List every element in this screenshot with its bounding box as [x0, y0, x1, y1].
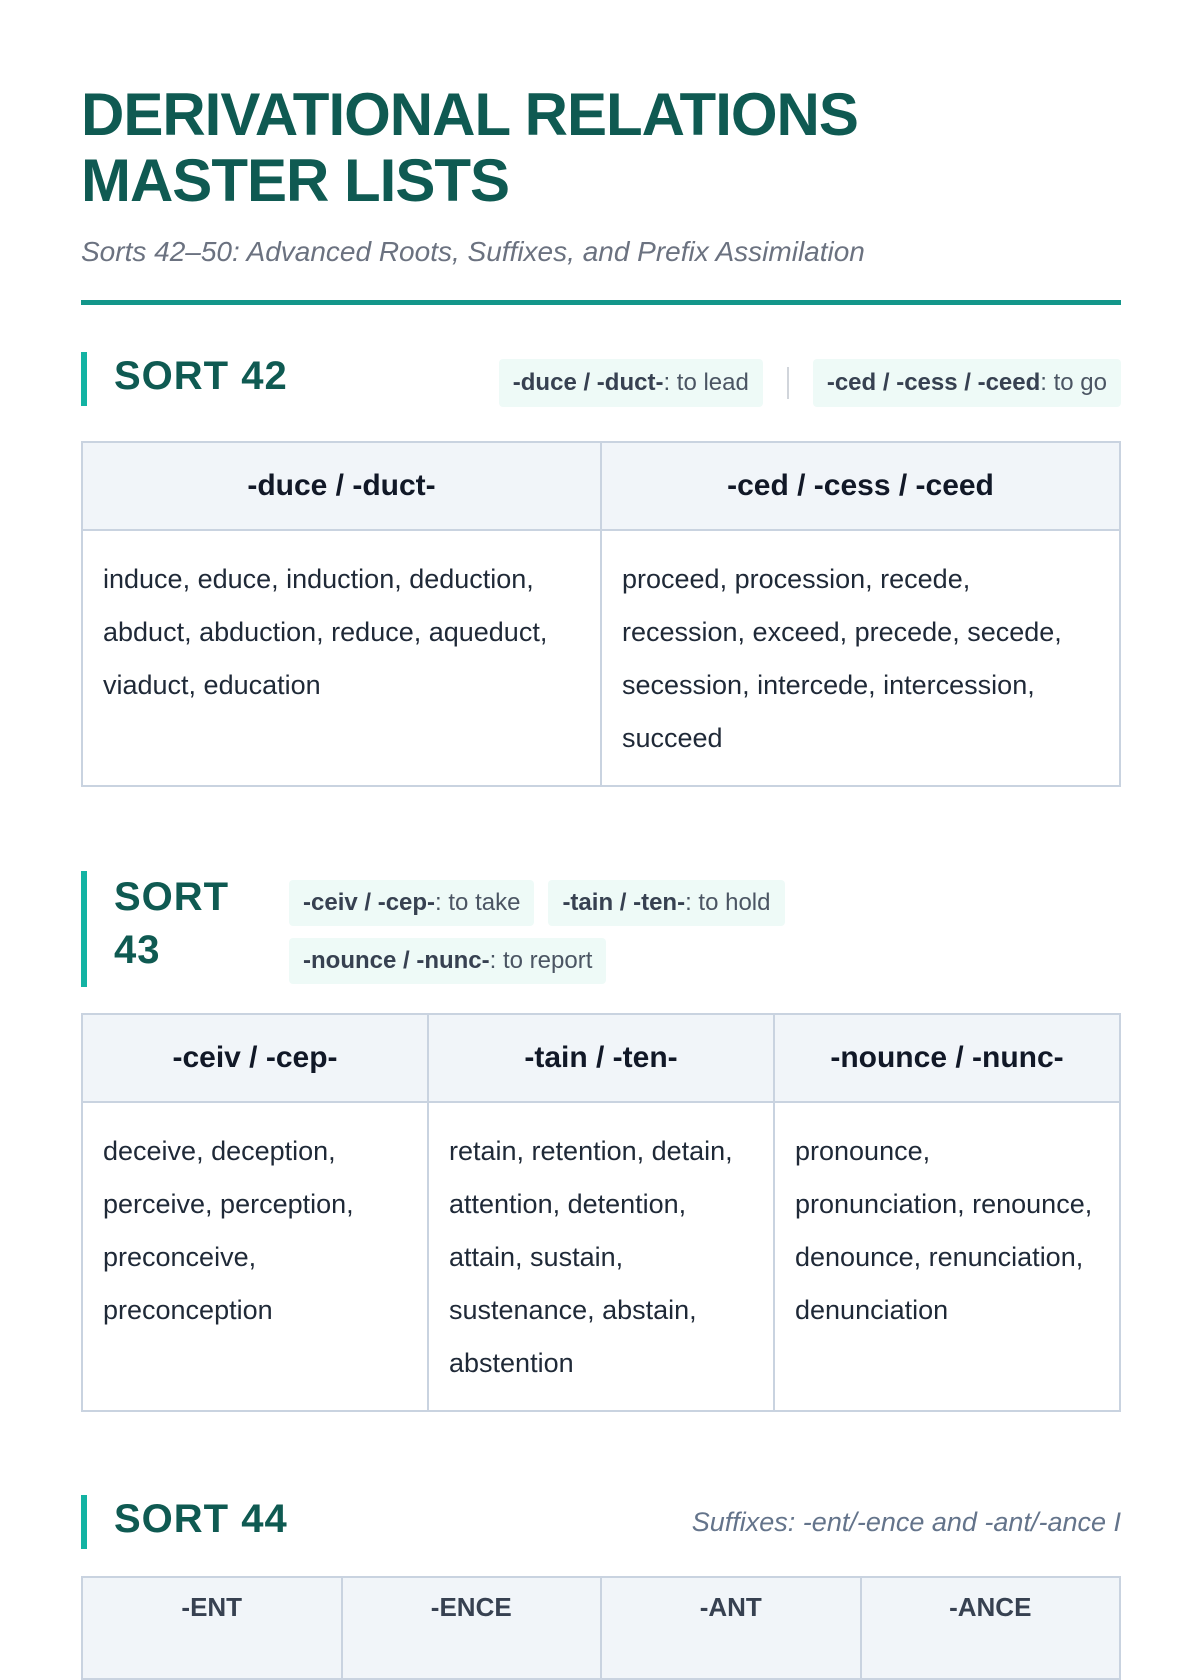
column-header: -duce / -duct-	[82, 442, 601, 530]
column-header: -ENT	[82, 1577, 342, 1679]
word-list-cell: proceed, procession, recede, recession, exceed, precede, secede, secession, intercede, intercession, succeed	[601, 530, 1120, 786]
sort-43-root-chip	[548, 880, 784, 926]
column-header: -tain / -ten-	[428, 1014, 774, 1102]
sort-43-heading	[81, 871, 1121, 987]
sort-44-table	[81, 1576, 1121, 1680]
table-row	[82, 530, 1120, 786]
chip-meaning: : to take	[435, 889, 521, 916]
table-header-row	[82, 1577, 1120, 1679]
sort-42-root-chip	[499, 359, 763, 407]
page-title-line-1: DERIVATIONAL RELATIONS	[81, 81, 858, 148]
page-subtitle: Sorts 42–50: Advanced Roots, Suffixes, and Prefix Assimilation	[81, 236, 865, 267]
sort-42-accent-bar	[81, 352, 87, 406]
sort-42-title: SORT 42	[114, 354, 288, 398]
column-header: -nounce / -nunc-	[774, 1014, 1120, 1102]
table-header-row	[82, 1014, 1120, 1102]
chip-meaning: : to report	[489, 947, 593, 974]
sort-43-root-chip	[289, 938, 606, 984]
sort-43-accent-bar	[81, 871, 87, 987]
chip-root: -nounce / -nunc-	[303, 947, 490, 974]
sort-42-roots	[499, 359, 1121, 407]
page-header	[81, 82, 1121, 268]
sort-43-roots	[289, 880, 909, 984]
word-list-cell: induce, educe, induction, deduction, abduct, abduction, reduce, aqueduct, viaduct, education	[82, 530, 601, 786]
chip-separator	[787, 367, 789, 399]
sort-44-heading	[81, 1495, 1121, 1549]
sort-44-note: Suffixes: -ent/-ence and -ant/-ance I	[691, 1507, 1121, 1537]
sort-43-title-line-1: SORT	[114, 875, 230, 919]
sort-42-table	[81, 441, 1121, 787]
sort-44-accent-bar	[81, 1495, 87, 1549]
chip-root: -tain / -ten-	[562, 889, 686, 916]
sort-42-root-chip	[813, 359, 1121, 407]
column-header: -ced / -cess / -ceed	[601, 442, 1120, 530]
chip-root: -ced / -cess / -ceed	[826, 369, 1041, 396]
sort-43-title-line-2: 43	[114, 928, 161, 972]
column-header: -ceiv / -cep-	[82, 1014, 428, 1102]
table-row	[82, 1102, 1120, 1411]
word-list-cell: deceive, deception, perceive, perception, preconceive, preconception	[82, 1102, 428, 1411]
chip-meaning: : to hold	[685, 889, 771, 916]
sort-42-heading	[81, 352, 1121, 406]
chip-meaning: : to lead	[663, 369, 749, 396]
chip-root: -ceiv / -cep-	[303, 889, 436, 916]
table-header-row	[82, 442, 1120, 530]
sort-43-table	[81, 1013, 1121, 1412]
chip-meaning: : to go	[1040, 369, 1107, 396]
word-list-cell: pronounce, pronunciation, renounce, denounce, renunciation, denunciation	[774, 1102, 1120, 1411]
sort-43-root-chip	[289, 880, 534, 926]
page-title	[81, 82, 1121, 214]
sort-43-title	[114, 871, 229, 977]
column-header: -ANT	[601, 1577, 861, 1679]
header-divider	[81, 300, 1121, 305]
sort-44-title: SORT 44	[114, 1497, 288, 1541]
page-title-line-2: MASTER LISTS	[81, 147, 510, 214]
column-header: -ANCE	[861, 1577, 1121, 1679]
word-list-cell: retain, retention, detain, attention, detention, attain, sustain, sustenance, abstain, abstention	[428, 1102, 774, 1411]
chip-root: -duce / -duct-	[512, 369, 664, 396]
column-header: -ENCE	[342, 1577, 602, 1679]
